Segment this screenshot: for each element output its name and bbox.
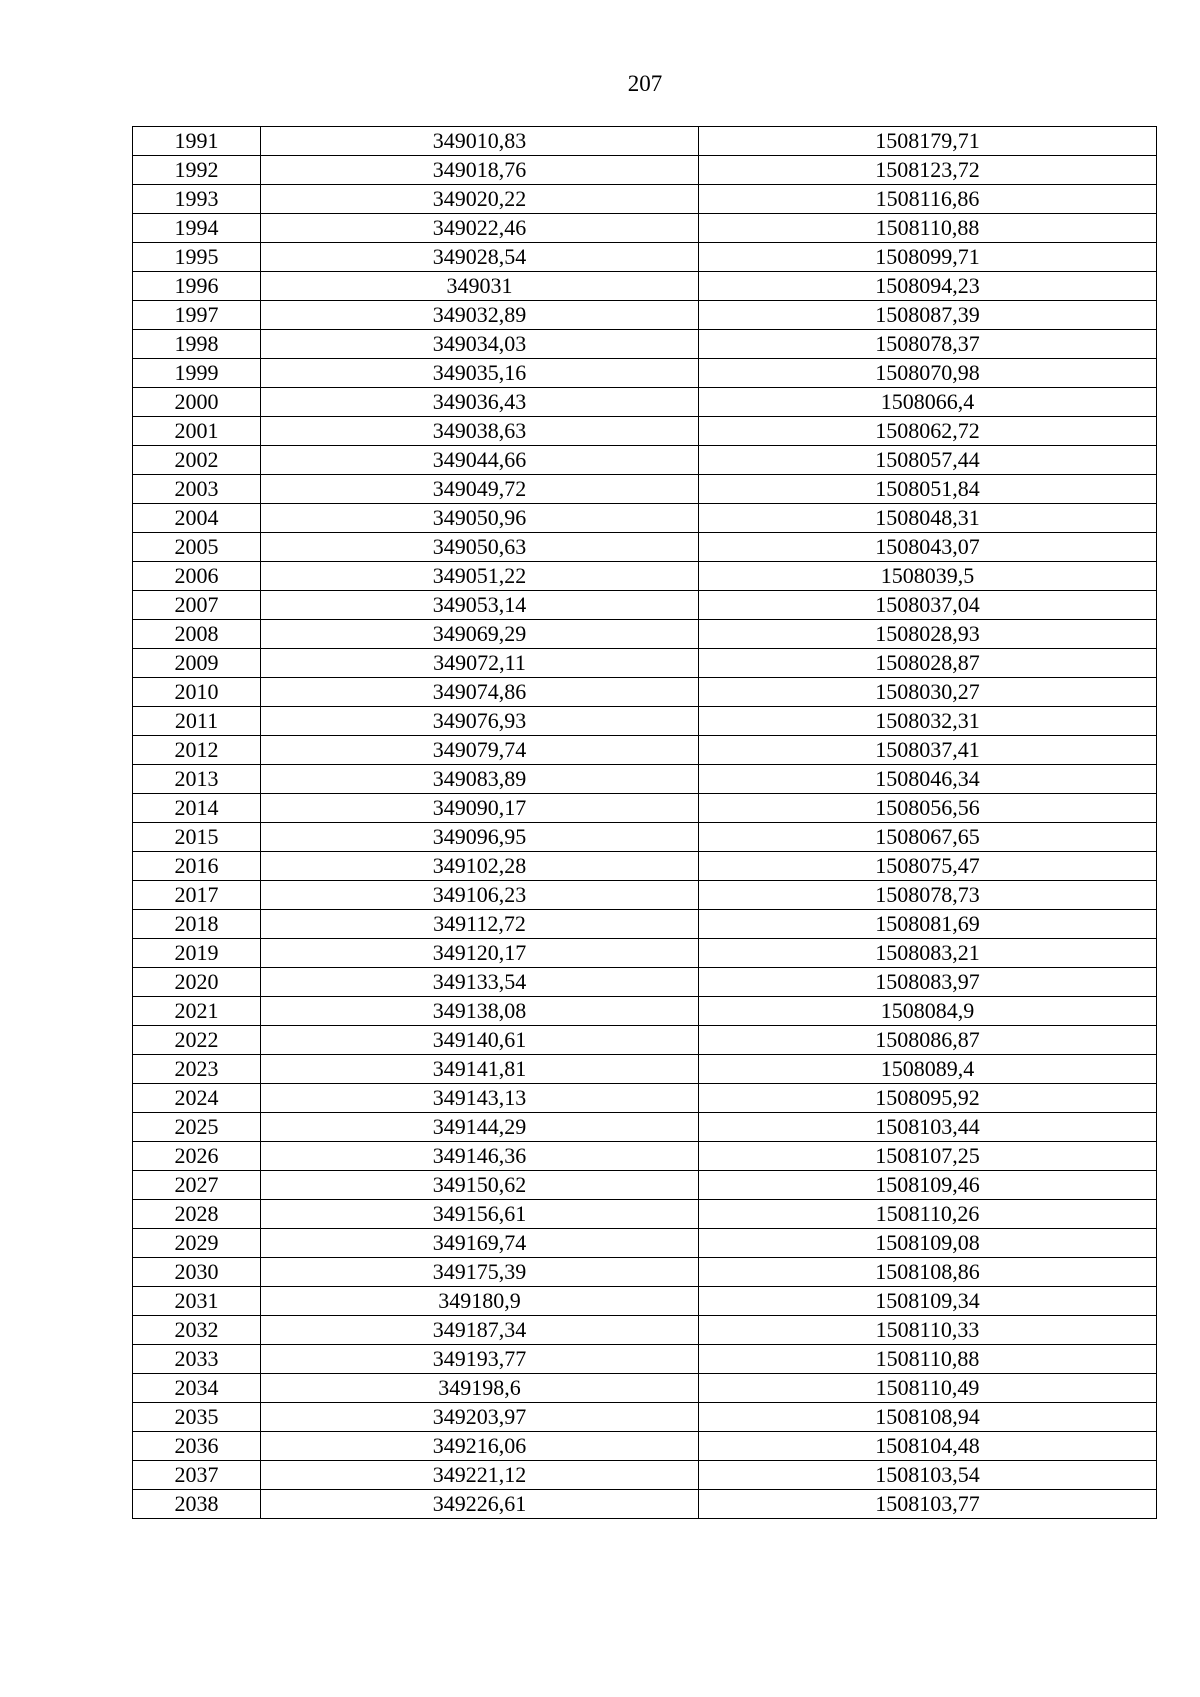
x-coordinate-cell: 349150,62 <box>261 1171 699 1200</box>
table-row <box>133 475 1157 504</box>
y-coordinate-cell: 1508078,73 <box>699 881 1157 910</box>
point-number-cell: 2033 <box>133 1345 261 1374</box>
x-coordinate-cell: 349146,36 <box>261 1142 699 1171</box>
y-coordinate-cell: 1508084,9 <box>699 997 1157 1026</box>
table-row <box>133 301 1157 330</box>
point-number-cell: 2030 <box>133 1258 261 1287</box>
y-coordinate-cell: 1508179,71 <box>699 127 1157 156</box>
table-row <box>133 1113 1157 1142</box>
point-number-cell: 1996 <box>133 272 261 301</box>
point-number-cell: 2031 <box>133 1287 261 1316</box>
table-row <box>133 185 1157 214</box>
x-coordinate-cell: 349083,89 <box>261 765 699 794</box>
point-number-cell: 1993 <box>133 185 261 214</box>
y-coordinate-cell: 1508081,69 <box>699 910 1157 939</box>
point-number-cell: 2037 <box>133 1461 261 1490</box>
y-coordinate-cell: 1508109,08 <box>699 1229 1157 1258</box>
point-number-cell: 2034 <box>133 1374 261 1403</box>
point-number-cell: 2038 <box>133 1490 261 1519</box>
x-coordinate-cell: 349138,08 <box>261 997 699 1026</box>
point-number-cell: 2020 <box>133 968 261 997</box>
y-coordinate-cell: 1508095,92 <box>699 1084 1157 1113</box>
point-number-cell: 2001 <box>133 417 261 446</box>
y-coordinate-cell: 1508104,48 <box>699 1432 1157 1461</box>
x-coordinate-cell: 349018,76 <box>261 156 699 185</box>
x-coordinate-cell: 349106,23 <box>261 881 699 910</box>
y-coordinate-cell: 1508066,4 <box>699 388 1157 417</box>
point-number-cell: 1994 <box>133 214 261 243</box>
table-row <box>133 156 1157 185</box>
y-coordinate-cell: 1508037,04 <box>699 591 1157 620</box>
point-number-cell: 2029 <box>133 1229 261 1258</box>
x-coordinate-cell: 349180,9 <box>261 1287 699 1316</box>
table-row <box>133 794 1157 823</box>
x-coordinate-cell: 349144,29 <box>261 1113 699 1142</box>
y-coordinate-cell: 1508110,49 <box>699 1374 1157 1403</box>
table-row <box>133 823 1157 852</box>
y-coordinate-cell: 1508032,31 <box>699 707 1157 736</box>
point-number-cell: 1997 <box>133 301 261 330</box>
point-number-cell: 2028 <box>133 1200 261 1229</box>
x-coordinate-cell: 349143,13 <box>261 1084 699 1113</box>
x-coordinate-cell: 349038,63 <box>261 417 699 446</box>
table-row <box>133 649 1157 678</box>
table-row <box>133 591 1157 620</box>
point-number-cell: 1992 <box>133 156 261 185</box>
table-row <box>133 852 1157 881</box>
y-coordinate-cell: 1508051,84 <box>699 475 1157 504</box>
point-number-cell: 2023 <box>133 1055 261 1084</box>
table-row <box>133 1432 1157 1461</box>
x-coordinate-cell: 349031 <box>261 272 699 301</box>
x-coordinate-cell: 349175,39 <box>261 1258 699 1287</box>
table-row <box>133 1200 1157 1229</box>
x-coordinate-cell: 349044,66 <box>261 446 699 475</box>
x-coordinate-cell: 349141,81 <box>261 1055 699 1084</box>
table-row <box>133 939 1157 968</box>
y-coordinate-cell: 1508070,98 <box>699 359 1157 388</box>
x-coordinate-cell: 349020,22 <box>261 185 699 214</box>
y-coordinate-cell: 1508083,21 <box>699 939 1157 968</box>
y-coordinate-cell: 1508103,77 <box>699 1490 1157 1519</box>
table-row <box>133 214 1157 243</box>
table-row <box>133 1258 1157 1287</box>
table-row <box>133 1055 1157 1084</box>
x-coordinate-cell: 349216,06 <box>261 1432 699 1461</box>
point-number-cell: 2016 <box>133 852 261 881</box>
y-coordinate-cell: 1508099,71 <box>699 243 1157 272</box>
x-coordinate-cell: 349074,86 <box>261 678 699 707</box>
table-row <box>133 968 1157 997</box>
point-number-cell: 2027 <box>133 1171 261 1200</box>
table-row <box>133 997 1157 1026</box>
y-coordinate-cell: 1508109,34 <box>699 1287 1157 1316</box>
y-coordinate-cell: 1508048,31 <box>699 504 1157 533</box>
y-coordinate-cell: 1508075,47 <box>699 852 1157 881</box>
y-coordinate-cell: 1508110,33 <box>699 1316 1157 1345</box>
table-row <box>133 1287 1157 1316</box>
point-number-cell: 2032 <box>133 1316 261 1345</box>
x-coordinate-cell: 349140,61 <box>261 1026 699 1055</box>
x-coordinate-cell: 349120,17 <box>261 939 699 968</box>
point-number-cell: 2009 <box>133 649 261 678</box>
y-coordinate-cell: 1508108,94 <box>699 1403 1157 1432</box>
table-row <box>133 678 1157 707</box>
table-row <box>133 272 1157 301</box>
x-coordinate-cell: 349090,17 <box>261 794 699 823</box>
x-coordinate-cell: 349050,96 <box>261 504 699 533</box>
page-number: 207 <box>627 71 663 96</box>
y-coordinate-cell: 1508028,87 <box>699 649 1157 678</box>
y-coordinate-cell: 1508116,86 <box>699 185 1157 214</box>
point-number-cell: 2007 <box>133 591 261 620</box>
table-row <box>133 1229 1157 1258</box>
point-number-cell: 2005 <box>133 533 261 562</box>
y-coordinate-cell: 1508107,25 <box>699 1142 1157 1171</box>
x-coordinate-cell: 349034,03 <box>261 330 699 359</box>
point-number-cell: 2008 <box>133 620 261 649</box>
y-coordinate-cell: 1508028,93 <box>699 620 1157 649</box>
y-coordinate-cell: 1508094,23 <box>699 272 1157 301</box>
table-row <box>133 1403 1157 1432</box>
y-coordinate-cell: 1508083,97 <box>699 968 1157 997</box>
table-row <box>133 562 1157 591</box>
table-row <box>133 881 1157 910</box>
y-coordinate-cell: 1508046,34 <box>699 765 1157 794</box>
y-coordinate-cell: 1508043,07 <box>699 533 1157 562</box>
y-coordinate-cell: 1508103,54 <box>699 1461 1157 1490</box>
x-coordinate-cell: 349035,16 <box>261 359 699 388</box>
table-row <box>133 417 1157 446</box>
table-row <box>133 1084 1157 1113</box>
x-coordinate-cell: 349156,61 <box>261 1200 699 1229</box>
point-number-cell: 2006 <box>133 562 261 591</box>
y-coordinate-cell: 1508109,46 <box>699 1171 1157 1200</box>
table-row <box>133 1490 1157 1519</box>
x-coordinate-cell: 349050,63 <box>261 533 699 562</box>
table-row <box>133 533 1157 562</box>
point-number-cell: 2018 <box>133 910 261 939</box>
table-row <box>133 1171 1157 1200</box>
x-coordinate-cell: 349198,6 <box>261 1374 699 1403</box>
x-coordinate-cell: 349096,95 <box>261 823 699 852</box>
y-coordinate-cell: 1508087,39 <box>699 301 1157 330</box>
x-coordinate-cell: 349051,22 <box>261 562 699 591</box>
x-coordinate-cell: 349032,89 <box>261 301 699 330</box>
x-coordinate-cell: 349187,34 <box>261 1316 699 1345</box>
point-number-cell: 2002 <box>133 446 261 475</box>
point-number-cell: 2019 <box>133 939 261 968</box>
point-number-cell: 2014 <box>133 794 261 823</box>
x-coordinate-cell: 349036,43 <box>261 388 699 417</box>
y-coordinate-cell: 1508078,37 <box>699 330 1157 359</box>
table-row <box>133 736 1157 765</box>
y-coordinate-cell: 1508110,88 <box>699 1345 1157 1374</box>
table-row <box>133 446 1157 475</box>
point-number-cell: 2021 <box>133 997 261 1026</box>
x-coordinate-cell: 349028,54 <box>261 243 699 272</box>
table-row <box>133 1345 1157 1374</box>
point-number-cell: 1999 <box>133 359 261 388</box>
point-number-cell: 2026 <box>133 1142 261 1171</box>
table-row <box>133 1316 1157 1345</box>
table-row <box>133 504 1157 533</box>
table-row <box>133 243 1157 272</box>
y-coordinate-cell: 1508108,86 <box>699 1258 1157 1287</box>
point-number-cell: 2003 <box>133 475 261 504</box>
x-coordinate-cell: 349072,11 <box>261 649 699 678</box>
point-number-cell: 2025 <box>133 1113 261 1142</box>
x-coordinate-cell: 349076,93 <box>261 707 699 736</box>
x-coordinate-cell: 349069,29 <box>261 620 699 649</box>
y-coordinate-cell: 1508110,88 <box>699 214 1157 243</box>
point-number-cell: 2022 <box>133 1026 261 1055</box>
point-number-cell: 1995 <box>133 243 261 272</box>
x-coordinate-cell: 349133,54 <box>261 968 699 997</box>
table-row <box>133 388 1157 417</box>
x-coordinate-cell: 349203,97 <box>261 1403 699 1432</box>
point-number-cell: 2010 <box>133 678 261 707</box>
point-number-cell: 1998 <box>133 330 261 359</box>
x-coordinate-cell: 349221,12 <box>261 1461 699 1490</box>
table-row <box>133 620 1157 649</box>
coordinates-table <box>132 126 1157 1519</box>
table-row <box>133 359 1157 388</box>
y-coordinate-cell: 1508103,44 <box>699 1113 1157 1142</box>
table-body <box>133 127 1157 1519</box>
point-number-cell: 2035 <box>133 1403 261 1432</box>
y-coordinate-cell: 1508030,27 <box>699 678 1157 707</box>
table-row <box>133 127 1157 156</box>
point-number-cell: 2004 <box>133 504 261 533</box>
table-row <box>133 1461 1157 1490</box>
y-coordinate-cell: 1508067,65 <box>699 823 1157 852</box>
x-coordinate-cell: 349169,74 <box>261 1229 699 1258</box>
x-coordinate-cell: 349112,72 <box>261 910 699 939</box>
x-coordinate-cell: 349049,72 <box>261 475 699 504</box>
y-coordinate-cell: 1508110,26 <box>699 1200 1157 1229</box>
table-row <box>133 910 1157 939</box>
y-coordinate-cell: 1508123,72 <box>699 156 1157 185</box>
x-coordinate-cell: 349053,14 <box>261 591 699 620</box>
point-number-cell: 2017 <box>133 881 261 910</box>
x-coordinate-cell: 349079,74 <box>261 736 699 765</box>
y-coordinate-cell: 1508086,87 <box>699 1026 1157 1055</box>
table-row <box>133 1374 1157 1403</box>
x-coordinate-cell: 349102,28 <box>261 852 699 881</box>
point-number-cell: 2012 <box>133 736 261 765</box>
point-number-cell: 2000 <box>133 388 261 417</box>
point-number-cell: 2011 <box>133 707 261 736</box>
y-coordinate-cell: 1508062,72 <box>699 417 1157 446</box>
table-row <box>133 1142 1157 1171</box>
y-coordinate-cell: 1508037,41 <box>699 736 1157 765</box>
point-number-cell: 2024 <box>133 1084 261 1113</box>
point-number-cell: 2013 <box>133 765 261 794</box>
table-row <box>133 765 1157 794</box>
x-coordinate-cell: 349193,77 <box>261 1345 699 1374</box>
y-coordinate-cell: 1508057,44 <box>699 446 1157 475</box>
y-coordinate-cell: 1508056,56 <box>699 794 1157 823</box>
y-coordinate-cell: 1508089,4 <box>699 1055 1157 1084</box>
x-coordinate-cell: 349226,61 <box>261 1490 699 1519</box>
table-row <box>133 707 1157 736</box>
x-coordinate-cell: 349022,46 <box>261 214 699 243</box>
y-coordinate-cell: 1508039,5 <box>699 562 1157 591</box>
table-row <box>133 330 1157 359</box>
table-row <box>133 1026 1157 1055</box>
point-number-cell: 1991 <box>133 127 261 156</box>
x-coordinate-cell: 349010,83 <box>261 127 699 156</box>
point-number-cell: 2036 <box>133 1432 261 1461</box>
point-number-cell: 2015 <box>133 823 261 852</box>
